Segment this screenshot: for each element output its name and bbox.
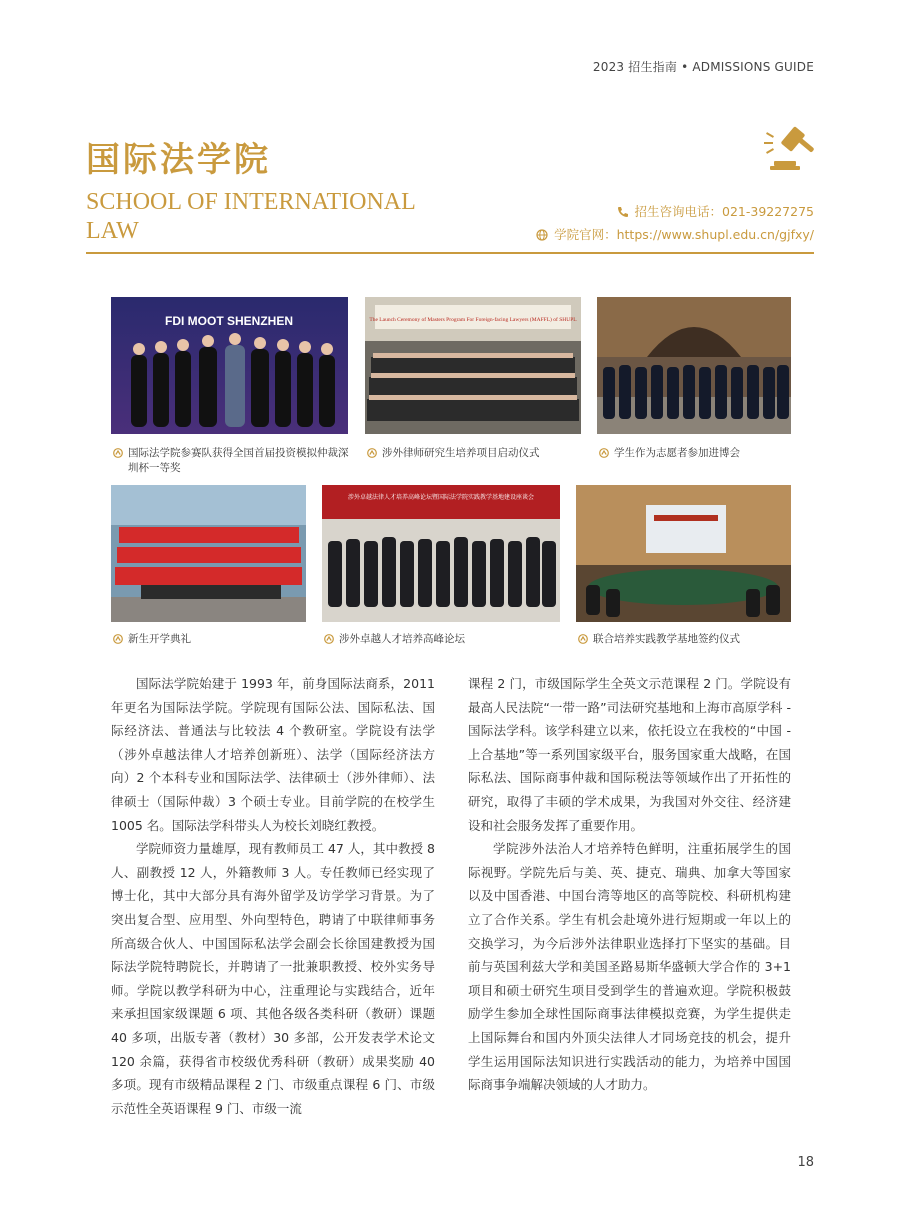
photo-signing-ceremony <box>576 485 791 622</box>
caption-pin-icon <box>324 634 334 644</box>
photo-caption: 涉外律师研究生培养项目启动仪式 <box>367 446 583 461</box>
globe-icon <box>536 229 548 241</box>
caption-pin-icon <box>113 634 123 644</box>
photo-ciie-volunteers <box>597 297 791 434</box>
paragraph: 学院涉外法治人才培养特色鲜明，注重拓展学生的国际视野。学院先后与美、英、捷克、瑞典、加拿大等国家以及中国香港、中国台湾等地区的高等院校、科研机构建立了合作关系。学生有机会赴境外进行短期或一年以上的交换学习，为今后涉外法律职业选择打下坚实的基础。目前与英国利兹大学和美国圣路易斯华盛顿大学合作的 3+1 项目和硕士研究生项目受到学生的普遍欢迎。学院积极鼓励学生参加全球性国际商事法律模拟竞赛，为学生提供走上国际舞台和国内外顶尖法律人才同场竞技的机会，提升学生运用国际法知识进行实践活动的能力，为培养中国国际商事争端解决领域的人才助力。 <box>468 841 791 1093</box>
photo-fdi-moot <box>111 297 348 434</box>
photo-maffl-launch <box>365 297 581 434</box>
photo-caption: 国际法学院参赛队获得全国首届投资模拟仲裁深圳杯一等奖 <box>113 446 353 476</box>
photo-caption: 学生作为志愿者参加进博会 <box>599 446 793 461</box>
phone-row <box>536 200 814 223</box>
photo-caption: 涉外卓越人才培养高峰论坛 <box>324 632 562 647</box>
caption-pin-icon <box>599 448 609 458</box>
photo-forum <box>322 485 560 622</box>
phone-text: 招生咨询电话：021-39227275 <box>634 204 814 219</box>
page-number: 18 <box>797 1155 814 1170</box>
caption-pin-icon <box>578 634 588 644</box>
fdi-moot-banner: FDI MOOT SHENZHEN <box>165 314 293 328</box>
caption-pin-icon <box>367 448 377 458</box>
website-link[interactable]: 学院官网：https://www.shupl.edu.cn/gjfxy/ <box>554 227 814 242</box>
school-title-cn: 国际法学院 <box>86 140 271 180</box>
maffl-banner: The Launch Ceremony of Masters Program For Foreign-facing Lawyers (MAFFL) of SHUPL <box>369 317 577 323</box>
running-header: 2023 招生指南 • ADMISSIONS GUIDE <box>592 60 814 74</box>
caption-pin-icon <box>113 448 123 458</box>
contact-info <box>536 200 814 246</box>
paragraph: 学院师资力量雄厚，现有教师员工 47 人，其中教授 8 人、副教授 12 人，外籍教师 3 人。专任教师已经实现了博士化，其中大部分具有海外留学及访学学习背景。为了突出复合型、应用型、外向型特色，聘请了中联律师事务所高级合伙人、中国国际私法学会副会长徐国建教授为国际法学院特聘院长，并聘请了一批兼职教授、校外实务导师。学院以教学科研为中心，注重理论与实践结合，近年来承担国家级课题 6 项、其他各级各类科研（教研）课题 40 多项，出版专著（教材）30 多部，公开发表学术论文 120 余篇，获得省市校级优秀科研（教研）成果奖励 40 多项。现有市级精品课程 2 门、市级重点课程 6 门、市级示范性全英语课程 9 门、市级一流 <box>111 841 435 1116</box>
title-divider <box>86 252 814 254</box>
forum-banner: 涉外卓越法律人才培养高峰论坛暨国际法学院实践教学基地建设座谈会 <box>347 494 535 501</box>
photo-opening-ceremony <box>111 485 306 622</box>
body-column-left <box>111 672 435 1120</box>
school-title-en: SCHOOL OF INTERNATIONAL LAW <box>86 189 415 244</box>
phone-icon <box>617 206 629 218</box>
paragraph: 国际法学院始建于 1993 年，前身国际法商系，2011 年更名为国际法学院。学院现有国际公法、国际私法、国际经济法、普通法与比较法 4 个教研室。学院设有法学（涉外卓越法律人才培养创新班）、法学（国际经济法方向）2 个本科专业和国际法学、法律硕士（涉外律师）、法律硕士（国际仲裁）3 个硕士专业。目前学院的在校学生 1005 名。国际法学科带头人为校长刘晓红教授。 <box>111 676 435 833</box>
body-column-right <box>468 672 791 1097</box>
photo-caption: 新生开学典礼 <box>113 632 308 647</box>
gavel-icon <box>764 126 814 176</box>
photo-caption: 联合培养实践教学基地签约仪式 <box>578 632 793 647</box>
paragraph: 课程 2 门，市级国际学生全英文示范课程 2 门。学院设有最高人民法院“一带一路”司法研究基地和上海市高原学科 - 国际法学科。该学科建立以来，依托设立在我校的“中国 - 上合基地”等一系列国家级平台，服务国家重大战略，在国际私法、国际商事仲裁和国际税法等领域作出了开拓性的研究，取得了丰硕的学术成果，为我国对外交往、经济建设和社会服务发挥了重要作用。 <box>468 676 791 833</box>
website-row <box>536 223 814 246</box>
